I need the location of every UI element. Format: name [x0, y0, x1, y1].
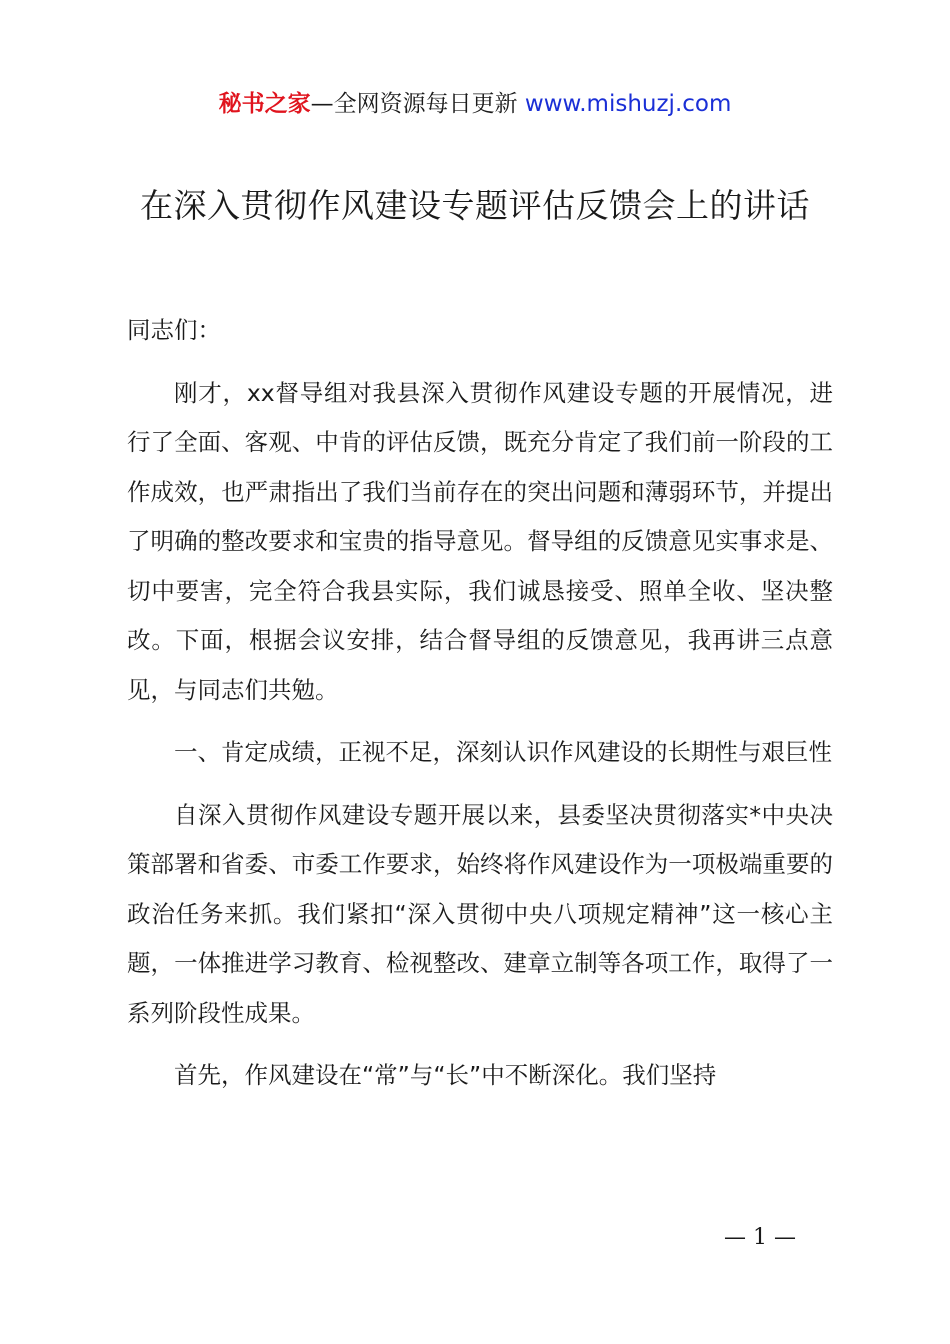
site-header — [0, 84, 950, 124]
document-body — [127, 306, 833, 1101]
paragraph-1: 刚才，xx督导组对我县深入贯彻作风建设专题的开展情况，进行了全面、客观、中肯的评估反馈，既充分肯定了我们前一阶段的工作成效，也严肃指出了我们当前存在的突出问题和薄弱环节，并提出了明确的整改要求和宝贵的指导意见。督导组的反馈意见实事求是、切中要害，完全符合我县实际，我们诚恳接受、照单全收、坚决整改。下面，根据会议安排，结合督导组的反馈意见，我再讲三点意见，与同志们共勉。 — [127, 378, 833, 704]
salutation: 同志们： — [127, 316, 221, 344]
brand-name: 秘书之家 — [218, 91, 311, 117]
page-number: — 1 — — [724, 1225, 796, 1250]
paragraph-2: 自深入贯彻作风建设专题开展以来，县委坚决贯彻落实*中央决策部署和省委、市委工作要求，始终将作风建设作为一项极端重要的政治任务来抓。我们紧扣“深入贯彻中央八项规定精神”这一核心主题，一体推进学习教育、检视整改、建章立制等各项工作，取得了一系列阶段性成果。 — [127, 800, 833, 1027]
document-title: 在深入贯彻作风建设专题评估反馈会上的讲话 — [140, 186, 810, 225]
section-heading-1: 一、肯定成绩，正视不足，深刻认识作风建设的长期性与艰巨性 — [174, 738, 832, 766]
header-tagline: —全网资源每日更新 — [310, 91, 525, 117]
paragraph-3: 首先，作风建设在“常”与“长”中不断深化。我们坚持 — [174, 1061, 717, 1089]
site-url-link[interactable]: www.mishuzj.com — [524, 91, 732, 117]
